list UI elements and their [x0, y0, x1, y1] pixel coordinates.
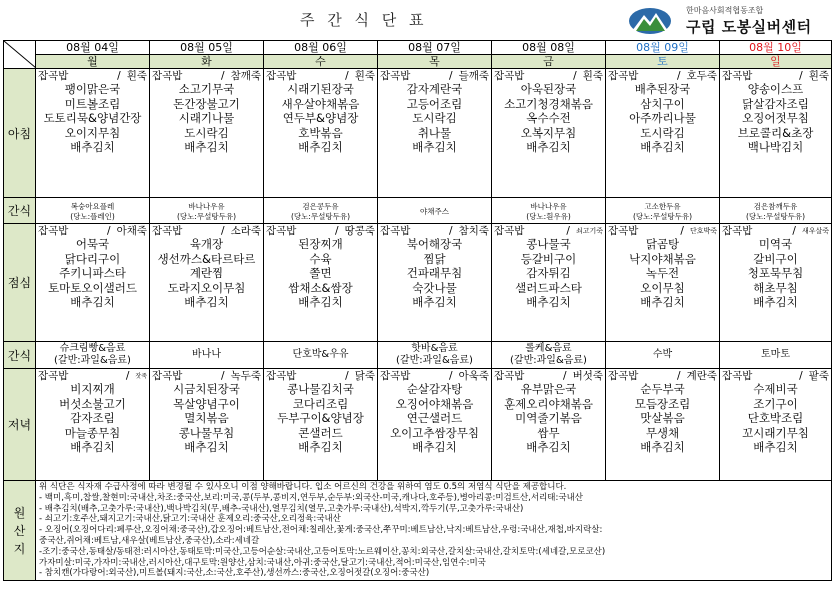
- menu-item: 배추김치: [640, 440, 685, 454]
- breakfast-row: [4, 69, 832, 198]
- rice-soup-line: [264, 224, 377, 237]
- weekday-row: [4, 55, 832, 69]
- snack-alt: (갈반:과일&음료): [510, 355, 587, 366]
- menu-item: 배추김치: [298, 140, 343, 154]
- rice-soup-line: [36, 69, 149, 82]
- menu-item: 미역줄기볶음: [515, 411, 582, 425]
- porridge-label: 아채죽: [116, 225, 147, 237]
- rice-label: 잡곡밥: [152, 370, 183, 382]
- dinner-label: 저녁: [4, 369, 36, 481]
- menu-item: 배추김치: [526, 440, 571, 454]
- menu-item: 토마토오이샐러드: [48, 280, 137, 295]
- origin-line: 위 식단은 식자재 수급사정에 따라 변경될 수 있사오니 이점 양해바랍니다. 입소 어르신의 건강을 위하여 염도 0.5의 저염식 식단을 제공합니다.: [39, 482, 567, 492]
- snack2-day-cell: [36, 342, 150, 369]
- menu-item: 닭곰탕: [645, 237, 680, 251]
- lunch-day-cell: [606, 224, 720, 342]
- snack2-row: [4, 342, 832, 369]
- rice-label: 잡곡밥: [722, 370, 753, 382]
- menu-item: 북어해장국: [406, 237, 463, 251]
- slash-separator: /: [449, 224, 453, 237]
- weekday-cell: 화: [150, 55, 264, 69]
- menu-item: 오이고추쌈장무침: [390, 425, 479, 440]
- rice-label: 잡곡밥: [38, 370, 69, 382]
- menu-item: 배추김치: [640, 140, 685, 154]
- slash-separator: /: [449, 369, 453, 382]
- weekday-cell: 토: [606, 55, 720, 69]
- menu-item: 감자튀김: [526, 266, 571, 280]
- menu-item: 육개장: [189, 237, 224, 251]
- porridge-label: 단호박죽: [689, 226, 717, 235]
- origin-line: - 오징어(오징어다리:페루산,오징어채:중국산),갑오징어:베트남산,전어채:칠레산,꽃게:중국산,쭈꾸미:베트남산,낙지:베트남산,우렁:국내산,재첩,바지락살:: [39, 525, 603, 536]
- snack1-day-cell: [36, 198, 150, 224]
- menu-item: 조기구이: [753, 396, 798, 411]
- snack-item: 복숭아요플레: [70, 202, 115, 211]
- snack1-day-cell: [720, 198, 832, 224]
- menu-item: 팽이맑은국: [64, 82, 121, 96]
- snack-item: 단호박&우유: [292, 349, 349, 360]
- menu-item: 배추김치: [412, 440, 457, 454]
- menu-item: 연두부&양념장: [282, 111, 359, 125]
- menu-item: 배추김치: [526, 140, 571, 154]
- menu-item: 돈간장불고기: [173, 96, 240, 111]
- porridge-label: 팥죽: [808, 370, 829, 382]
- slash-separator: /: [335, 224, 339, 237]
- snack1-row: [4, 198, 832, 224]
- porridge-label: 아욱죽: [458, 370, 489, 382]
- menu-table: [3, 40, 832, 581]
- menu-item: 양송이스프: [747, 82, 804, 96]
- menu-item: 아욱된장국: [520, 82, 577, 96]
- rice-soup-line: [492, 369, 605, 382]
- slash-separator: /: [563, 369, 567, 382]
- menu-item: 새우살야채볶음: [281, 96, 360, 111]
- origin-label-char: 원: [13, 505, 26, 520]
- logo-subtitle: 한마음사회적협동조합: [686, 6, 764, 15]
- menu-item: 된장찌개: [298, 237, 343, 251]
- rice-label: 잡곡밥: [38, 70, 69, 82]
- origin-label-char: 지: [13, 541, 26, 556]
- menu-item: 콩나물김치국: [287, 382, 354, 396]
- menu-item: 건파래무침: [406, 266, 463, 280]
- menu-item: 배추김치: [526, 295, 571, 309]
- menu-item: 주키니파스타: [59, 266, 126, 280]
- slash-separator: /: [117, 69, 121, 82]
- menu-item: 미트볼조림: [64, 96, 121, 111]
- menu-item: 시래기나물: [178, 111, 235, 125]
- porridge-label: 참치죽: [458, 225, 489, 237]
- rice-label: 잡곡밥: [380, 70, 411, 82]
- origin-line: -조기:중국산,동태살/동태전:러시아산,동태토막:미국산,고등어순살:국내산,고등어토막:노르웨이산,꽁치:외국산,갈치살:국내산,갈치토막:(세네갈,모로코산): [39, 546, 606, 557]
- date-cell: 08월 05일: [150, 41, 264, 55]
- snack-alt: (갈반:과일&음료): [54, 355, 131, 366]
- rice-soup-line: [378, 369, 491, 382]
- rice-soup-line: [264, 69, 377, 82]
- snack1-day-cell: [606, 198, 720, 224]
- menu-item: 낙지야채볶음: [629, 251, 696, 266]
- dinner-day-cell: [150, 369, 264, 481]
- rice-soup-line: [378, 224, 491, 237]
- breakfast-day-cell: [378, 69, 492, 198]
- menu-item: 목살양념구이: [173, 396, 240, 411]
- snack2-day-cell: [150, 342, 264, 369]
- date-row: [4, 41, 832, 55]
- snack-alt: (당노:무설탕두유): [290, 212, 351, 221]
- menu-item: 배추김치: [70, 140, 115, 154]
- diagonal-line-icon: [4, 41, 36, 68]
- menu-item: 삼치구이: [640, 96, 685, 111]
- porridge-label: 쇠고기죽: [575, 226, 603, 235]
- menu-item: 호박볶음: [298, 125, 343, 140]
- slash-separator: /: [221, 224, 225, 237]
- menu-item: 배추김치: [298, 295, 343, 309]
- rice-label: 잡곡밥: [608, 370, 639, 382]
- rice-soup-line: [492, 224, 605, 237]
- snack-item: 수박: [652, 349, 673, 360]
- menu-item: 옥수수전: [526, 111, 571, 125]
- menu-item: 단호박조림: [747, 411, 804, 425]
- rice-soup-line: [720, 369, 831, 382]
- snack1-day-cell: [264, 198, 378, 224]
- porridge-label: 닭죽: [354, 370, 375, 382]
- menu-item: 배추김치: [412, 295, 457, 309]
- lunch-day-cell: [150, 224, 264, 342]
- menu-item: 찜닭: [423, 251, 446, 266]
- menu-item: 버섯소불고기: [59, 396, 126, 411]
- origin-line: - 참치캔(가다랑어:외국산),미트볼(돼지:국산,소:국산,호주산),생선까스:중국산,오징어젓갈(오징어:중국산): [39, 568, 430, 579]
- dinner-day-cell: [36, 369, 150, 481]
- menu-item: 시금치된장국: [173, 382, 240, 396]
- slash-separator: /: [799, 69, 803, 82]
- snack-alt: (당노:무설탕두유): [176, 212, 237, 221]
- menu-item: 배추김치: [753, 295, 798, 309]
- snack1-day-cell: [150, 198, 264, 224]
- slash-separator: /: [799, 369, 803, 382]
- menu-item: 수육: [309, 251, 332, 266]
- snack-alt: (당노:흰우유): [526, 212, 571, 221]
- snack-item: 토마토: [761, 349, 790, 360]
- menu-item: 멸치볶음: [184, 411, 229, 425]
- lunch-day-cell: [264, 224, 378, 342]
- weekday-cell: 월: [36, 55, 150, 69]
- menu-item: 콩나물무침: [178, 425, 235, 440]
- weekday-cell: 금: [492, 55, 606, 69]
- origin-label: [4, 481, 36, 581]
- slash-separator: /: [573, 69, 577, 82]
- menu-item: 배추김치: [640, 295, 685, 309]
- menu-item: 배추된장국: [634, 82, 691, 96]
- porridge-label: 흰죽: [582, 70, 603, 82]
- rice-label: 잡곡밥: [266, 70, 297, 82]
- snack-alt: (당노:플레인): [70, 212, 115, 221]
- snack1-label: 간식: [4, 198, 36, 224]
- snack-item: 바나나: [192, 349, 221, 360]
- porridge-label: 버섯죽: [572, 370, 603, 382]
- menu-item: 콩나물국: [526, 237, 571, 251]
- porridge-label: 땅콩죽: [344, 225, 375, 237]
- breakfast-day-cell: [264, 69, 378, 198]
- snack-alt: (당노:무설탕두유): [745, 212, 806, 221]
- origin-row: [4, 481, 832, 581]
- menu-item: 백나박김치: [747, 140, 804, 154]
- porridge-label: 새우살죽: [801, 226, 829, 235]
- dinner-day-cell: [492, 369, 606, 481]
- lunch-day-cell: [378, 224, 492, 342]
- snack1-day-cell: [378, 198, 492, 224]
- date-cell: 08월 07일: [378, 41, 492, 55]
- menu-item: 도라지오이무침: [167, 280, 246, 295]
- menu-item: 청포묵무침: [747, 266, 804, 280]
- porridge-label: 흰죽: [354, 70, 375, 82]
- date-cell: 08월 08일: [492, 41, 606, 55]
- snack2-day-cell: [492, 342, 606, 369]
- snack-alt: (당노:무설탕두유): [632, 212, 693, 221]
- menu-item: 감자계란국: [406, 82, 463, 96]
- menu-item: 도시락김: [184, 125, 229, 140]
- menu-item: 어묵국: [75, 237, 110, 251]
- slash-separator: /: [677, 69, 681, 82]
- menu-item: 고등어조림: [406, 96, 463, 111]
- menu-item: 마늘종무침: [64, 425, 121, 440]
- breakfast-day-cell: [36, 69, 150, 198]
- rice-soup-line: [36, 369, 149, 382]
- menu-item: 시래기된장국: [287, 82, 354, 96]
- menu-item: 유부맑은국: [520, 382, 577, 396]
- menu-item: 오복지무침: [520, 125, 577, 140]
- menu-item: 순살감자탕: [406, 382, 463, 396]
- menu-item: 녹두전: [645, 266, 680, 280]
- snack-item: 롤케&음료: [525, 343, 572, 354]
- menu-item: 취나물: [417, 125, 452, 140]
- slash-separator: /: [449, 69, 453, 82]
- header: [0, 0, 835, 38]
- dinner-day-cell: [264, 369, 378, 481]
- rice-soup-line: [150, 69, 263, 82]
- breakfast-day-cell: [720, 69, 832, 198]
- menu-item: 생선까스&타르타르: [157, 251, 256, 266]
- menu-item: 배추김치: [753, 440, 798, 454]
- menu-item: 연근샐러드: [406, 411, 463, 425]
- porridge-label: 녹두죽: [230, 370, 261, 382]
- rice-label: 잡곡밥: [494, 225, 525, 237]
- center-logo: [628, 3, 828, 37]
- menu-item: 도시락김: [412, 111, 457, 125]
- slash-separator: /: [680, 224, 684, 237]
- rice-soup-line: [606, 369, 719, 382]
- dinner-day-cell: [378, 369, 492, 481]
- snack-item: 바나나우유: [188, 202, 225, 211]
- menu-item: 오이지무침: [64, 125, 121, 140]
- rice-label: 잡곡밥: [494, 370, 525, 382]
- snack2-day-cell: [378, 342, 492, 369]
- page-title: 주 간 식 단 표: [300, 11, 428, 29]
- snack-alt: (갈반:과일&음료): [396, 355, 473, 366]
- menu-item: 등갈비구이: [520, 251, 577, 266]
- porridge-label: 계란죽: [686, 370, 717, 382]
- menu-item: 콘샐러드: [298, 425, 343, 440]
- menu-item: 코다리조림: [292, 396, 349, 411]
- rice-soup-line: [720, 224, 831, 237]
- rice-label: 잡곡밥: [494, 70, 525, 82]
- slash-separator: /: [125, 369, 130, 382]
- rice-soup-line: [606, 224, 719, 237]
- menu-item: 아주까리나물: [629, 111, 696, 125]
- date-cell: 08월 10일: [720, 41, 832, 55]
- rice-label: 잡곡밥: [266, 370, 297, 382]
- slash-separator: /: [566, 224, 570, 237]
- mountain-logo-icon: [628, 5, 672, 35]
- date-cell: 08월 06일: [264, 41, 378, 55]
- slash-separator: /: [345, 69, 349, 82]
- origin-label-char: 산: [13, 523, 26, 538]
- rice-label: 잡곡밥: [722, 225, 753, 237]
- menu-item: 도시락김: [640, 125, 685, 140]
- menu-item: 두부구이&양념장: [277, 411, 364, 425]
- snack-item: 바나나우유: [530, 202, 567, 211]
- rice-label: 잡곡밥: [266, 225, 297, 237]
- dinner-day-cell: [720, 369, 832, 481]
- menu-item: 순두부국: [640, 382, 685, 396]
- snack2-day-cell: [606, 342, 720, 369]
- rice-label: 잡곡밥: [152, 225, 183, 237]
- weekday-cell: 수: [264, 55, 378, 69]
- slash-separator: /: [107, 224, 111, 237]
- menu-item: 배추김치: [184, 295, 229, 309]
- menu-item: 소고기무국: [178, 82, 235, 96]
- menu-item: 수제비국: [753, 382, 798, 396]
- origin-line: - 쇠고기:호주산,돼지고기:국내산,닭고기:국내산 훈제오리:중국산,오리정육:국내산: [39, 514, 341, 525]
- snack2-label: 간식: [4, 342, 36, 369]
- date-cell: 08월 09일: [606, 41, 720, 55]
- corner-cell: [4, 41, 36, 69]
- snack-item: 핫바&음료: [411, 343, 458, 354]
- weekday-cell: 일: [720, 55, 832, 69]
- menu-item: 배추김치: [70, 295, 115, 309]
- menu-item: 브로콜리&초장: [737, 125, 814, 140]
- rice-soup-line: [36, 224, 149, 237]
- menu-item: 배추김치: [70, 440, 115, 454]
- menu-item: 꼬시래기무침: [742, 425, 809, 440]
- menu-item: 오징어젓무침: [742, 111, 809, 125]
- menu-item: 닭살감자조림: [742, 96, 809, 111]
- menu-item: 비지찌개: [70, 382, 115, 396]
- rice-soup-line: [150, 369, 263, 382]
- snack-item: 야채주스: [420, 207, 449, 216]
- snack-item: 검은콩두유: [302, 202, 339, 211]
- lunch-day-cell: [36, 224, 150, 342]
- snack-item: 고소한두유: [644, 202, 681, 211]
- breakfast-day-cell: [150, 69, 264, 198]
- porridge-label: 흰죽: [808, 70, 829, 82]
- menu-item: 미역국: [758, 237, 793, 251]
- dinner-row: [4, 369, 832, 481]
- lunch-day-cell: [492, 224, 606, 342]
- menu-item: 배추김치: [184, 440, 229, 454]
- slash-separator: /: [792, 224, 796, 237]
- menu-item: 맛살볶음: [640, 411, 685, 425]
- menu-item: 배추김치: [184, 140, 229, 154]
- origin-line: - 배추김치(배추,고춧가루:국내산),백나박김치(무,배추-국내산),열무김치(열무,고춧가루:국내산),석박지,깍두기(무,고춧가루:국내산): [39, 503, 524, 514]
- rice-soup-line: [720, 69, 831, 82]
- menu-item: 계란찜: [189, 266, 224, 280]
- porridge-label: 흰죽: [126, 70, 147, 82]
- menu-item: 훈제오리야채볶음: [504, 396, 593, 411]
- menu-item: 도토리묵&양념간장: [43, 111, 142, 125]
- origin-notes: [36, 481, 832, 581]
- origin-line: 가자미살:미국,가자미:국내산,러시아산,대구토막:원양산,삼치:국내산,아귀:중국산,달고기:국내산,적어:미국산,임연수:미국: [39, 557, 486, 568]
- lunch-label: 점심: [4, 224, 36, 342]
- menu-item: 닭다리구이: [64, 251, 121, 266]
- lunch-day-cell: [720, 224, 832, 342]
- menu-item: 숙갓나물: [412, 280, 457, 295]
- menu-item: 해초무침: [753, 280, 798, 295]
- menu-item: 감자조림: [70, 411, 115, 425]
- snack1-day-cell: [492, 198, 606, 224]
- menu-item: 소고기청경채볶음: [504, 96, 593, 111]
- rice-soup-line: [378, 69, 491, 82]
- lunch-row: [4, 224, 832, 342]
- rice-label: 잡곡밥: [38, 225, 69, 237]
- porridge-label: 참깨죽: [230, 70, 261, 82]
- origin-line: - 백미,흑미,찹쌀,찰현미:국내산,차조:중국산,보리:미국,콩(두부,콩비지,연두부,순두부:외국산-미국,캐나다,호주등),병아리콩:미검트산,서리태:국내산: [39, 492, 584, 503]
- snack2-day-cell: [720, 342, 832, 369]
- rice-label: 잡곡밥: [152, 70, 183, 82]
- rice-label: 잡곡밥: [722, 70, 753, 82]
- rice-soup-line: [264, 369, 377, 382]
- menu-item: 갈비구이: [753, 251, 798, 266]
- slash-separator: /: [677, 369, 681, 382]
- breakfast-day-cell: [606, 69, 720, 198]
- breakfast-day-cell: [492, 69, 606, 198]
- porridge-label: 들깨죽: [458, 70, 489, 82]
- logo-title: 구립 도봉실버센터: [686, 18, 812, 36]
- rice-label: 잡곡밥: [380, 370, 411, 382]
- snack2-day-cell: [264, 342, 378, 369]
- menu-item: 오징어야채볶음: [395, 396, 474, 411]
- snack-item: 검은참깨두유: [753, 202, 798, 211]
- date-cell: 08월 04일: [36, 41, 150, 55]
- menu-item: 무생채: [645, 425, 680, 440]
- menu-item: 쌈무: [537, 425, 560, 440]
- porridge-label: 잣죽: [135, 373, 147, 380]
- menu-item: 쫄면: [309, 266, 332, 280]
- slash-separator: /: [345, 369, 349, 382]
- slash-separator: /: [221, 69, 225, 82]
- porridge-label: 호두죽: [686, 70, 717, 82]
- menu-item: 쌈채소&쌈장: [288, 280, 353, 295]
- rice-label: 잡곡밥: [608, 225, 639, 237]
- snack-item: 슈크림빵&음료: [59, 343, 126, 354]
- menu-item: 배추김치: [412, 140, 457, 154]
- rice-soup-line: [492, 69, 605, 82]
- dinner-day-cell: [606, 369, 720, 481]
- menu-item: 오이무침: [640, 280, 685, 295]
- menu-item: 모듬장조림: [634, 396, 691, 411]
- rice-label: 잡곡밥: [608, 70, 639, 82]
- menu-item: 샐러드파스타: [515, 280, 582, 295]
- rice-label: 잡곡밥: [380, 225, 411, 237]
- slash-separator: /: [221, 369, 225, 382]
- breakfast-label: 아침: [4, 69, 36, 198]
- porridge-label: 소라죽: [230, 225, 261, 237]
- menu-item: 배추김치: [298, 440, 343, 454]
- origin-line: 중국산,쥐어채:베트남,새우살(베트남산,중국산),소라:세네갈: [39, 535, 260, 546]
- rice-soup-line: [606, 69, 719, 82]
- weekday-cell: 목: [378, 55, 492, 69]
- rice-soup-line: [150, 224, 263, 237]
